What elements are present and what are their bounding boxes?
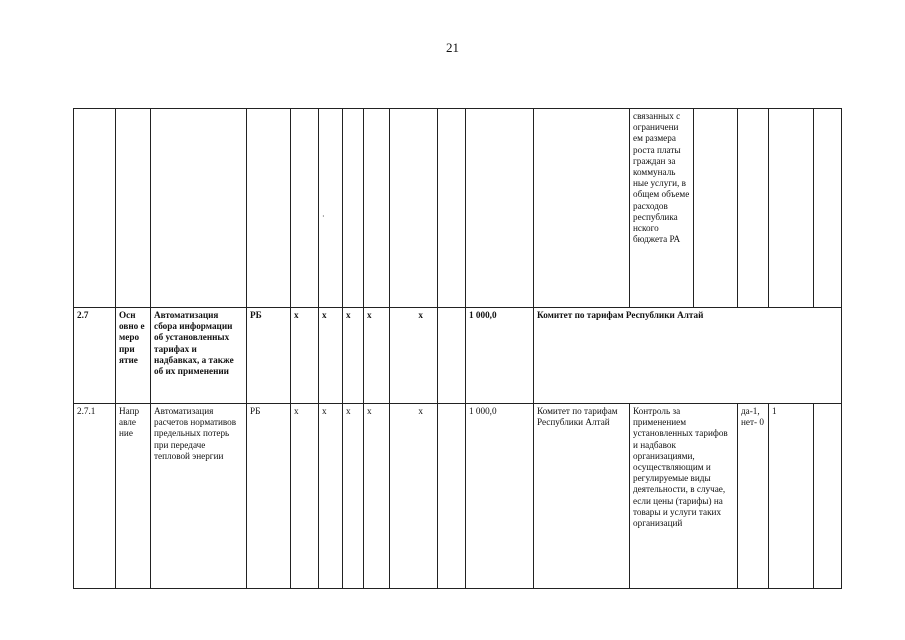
cell-type (116, 109, 151, 308)
table-row-main-event (74, 308, 842, 404)
cell-x2: х (319, 404, 343, 589)
cell-value (738, 109, 769, 308)
table-row-continuation (74, 109, 842, 308)
cell-x2: х (319, 308, 343, 404)
cell-x1: х (291, 404, 319, 589)
cell-source: РБ (247, 308, 291, 404)
cell-source: РБ (247, 404, 291, 589)
cell-gap (438, 109, 466, 308)
cell-x4: х (364, 308, 390, 404)
cell-measure (694, 109, 738, 308)
stray-mark: · (322, 212, 325, 221)
cell-gap (438, 308, 466, 404)
cell-x3: х (343, 308, 364, 404)
cell-extra-2 (814, 109, 842, 308)
table-row-direction (74, 404, 842, 589)
cell-responsible (534, 109, 630, 308)
cell-type: Напр авле ние (116, 404, 151, 589)
cell-x3: х (343, 404, 364, 589)
cell-measure: да-1, нет- 0 (738, 404, 769, 589)
cell-extra-1 (769, 109, 814, 308)
cell-x4 (364, 109, 390, 308)
cell-gap (438, 404, 466, 589)
page-number: 21 (446, 40, 459, 55)
cell-name: Автоматизация расчетов нормативов предельных потерь при передаче тепловой энергии (151, 404, 247, 589)
cell-type: Осн овно е меро при ятие (116, 308, 151, 404)
cell-amount (466, 109, 534, 308)
cell-source (247, 109, 291, 308)
cell-x4: х (364, 404, 390, 589)
cell-number: 2.7 (74, 308, 116, 404)
cell-number (74, 109, 116, 308)
cell-x5: х (390, 308, 438, 404)
cell-amount: 1 000,0 (466, 404, 534, 589)
cell-name: Автоматизация сбора информации об установленных тарифах и надбавках, а также об их применении (151, 308, 247, 404)
cell-x1 (291, 109, 319, 308)
cell-indicator: Контроль за применением установленных тарифов и надбавок организациями, осуществляющим и регулируемые виды деятельности, в случае, если цены (тарифы) на товары и услуги таких организаций (630, 404, 738, 589)
cell-number: 2.7.1 (74, 404, 116, 589)
program-table (73, 108, 842, 589)
cell-x5: х (390, 404, 438, 589)
cell-x3 (343, 109, 364, 308)
cell-value: 1 (769, 404, 814, 589)
cell-responsible-merged: Комитет по тарифам Республики Алтай (534, 308, 842, 404)
cell-name (151, 109, 247, 308)
cell-x1: х (291, 308, 319, 404)
cell-indicator: связанных с ограничени ем размера роста платы граждан за коммуналь ные услуги, в общем объеме расходов республика нского бюджета РА (630, 109, 694, 308)
cell-amount: 1 000,0 (466, 308, 534, 404)
cell-x5 (390, 109, 438, 308)
cell-extra (814, 404, 842, 589)
cell-x2 (319, 109, 343, 308)
cell-responsible: Комитет по тарифам Республики Алтай (534, 404, 630, 589)
